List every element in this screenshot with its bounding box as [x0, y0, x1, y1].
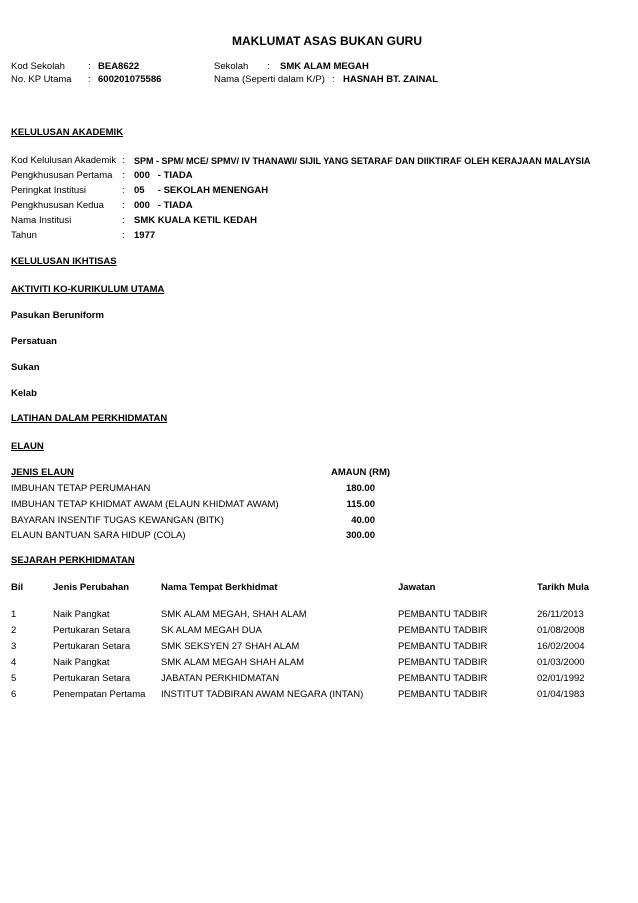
colon: :	[267, 61, 270, 72]
sejarah-jenis: Penempatan Pertama	[53, 689, 146, 700]
elaun-jenis: IMBUHAN TETAP PERUMAHAN	[11, 483, 151, 494]
elaun-jenis: ELAUN BANTUAN SARA HIDUP (COLA)	[11, 530, 186, 541]
sejarah-jenis: Naik Pangkat	[53, 609, 110, 620]
elaun-heading: ELAUN	[11, 441, 44, 452]
sejarah-header-bil: Bil	[11, 582, 24, 593]
sekolah-label: Sekolah	[214, 61, 249, 72]
colon: :	[122, 200, 125, 211]
akademik-label: Tahun	[11, 230, 37, 241]
sejarah-header-tarikh: Tarikh Mula	[537, 582, 590, 593]
sejarah-tarikh: 26/11/2013	[537, 609, 584, 620]
nama-label: Nama (Seperti dalam K/P)	[214, 74, 325, 85]
elaun-jenis: BAYARAN INSENTIF TUGAS KEWANGAN (BITK)	[11, 515, 224, 526]
akademik-value: 000 - TIADA	[134, 170, 193, 181]
akademik-value: 000 - TIADA	[134, 200, 193, 211]
sejarah-tarikh: 02/01/1992	[537, 673, 585, 684]
colon: :	[88, 74, 91, 85]
sejarah-tarikh: 01/03/2000	[537, 657, 585, 668]
sejarah-bil: 5	[11, 673, 17, 684]
nama-value: HASNAH BT. ZAINAL	[343, 74, 438, 85]
sejarah-tempat: SK ALAM MEGAH DUA	[161, 625, 262, 636]
kokurikulum-item: Sukan	[11, 362, 40, 373]
sejarah-jenis: Pertukaran Setara	[53, 673, 131, 684]
page-title: MAKLUMAT ASAS BUKAN GURU	[232, 34, 422, 48]
elaun-col-amaun: AMAUN (RM)	[331, 467, 391, 478]
akademik-value: 05 - SEKOLAH MENENGAH	[134, 185, 269, 196]
elaun-amaun: 300.00	[345, 530, 375, 541]
latihan-heading: LATIHAN DALAM PERKHIDMATAN	[11, 413, 168, 424]
sejarah-header-tempat: Nama Tempat Berkhidmat	[161, 582, 278, 593]
sejarah-jawatan: PEMBANTU TADBIR	[398, 689, 488, 700]
ikhtisas-heading: KELULUSAN IKHTISAS	[11, 256, 117, 267]
kod-sekolah-label: Kod Sekolah	[11, 61, 65, 72]
sekolah-value: SMK ALAM MEGAH	[280, 61, 369, 72]
akademik-label: Pengkhususan Kedua	[11, 200, 104, 211]
kokurikulum-item: Pasukan Beruniform	[11, 310, 104, 321]
sejarah-tarikh: 01/04/1983	[537, 689, 585, 700]
sejarah-tempat: JABATAN PERKHIDMATAN	[161, 673, 280, 684]
colon: :	[122, 215, 125, 226]
akademik-value: 1977	[134, 230, 156, 241]
akademik-label: Nama Institusi	[11, 215, 72, 226]
sejarah-heading: SEJARAH PERKHIDMATAN	[11, 555, 135, 566]
sejarah-header-jawatan: Jawatan	[398, 582, 436, 593]
sejarah-bil: 1	[11, 609, 17, 620]
sejarah-jawatan: PEMBANTU TADBIR	[398, 657, 488, 668]
akademik-heading: KELULUSAN AKADEMIK	[11, 127, 124, 138]
sejarah-jawatan: PEMBANTU TADBIR	[398, 609, 488, 620]
kokurikulum-heading: AKTIVITI KO-KURIKULUM UTAMA	[11, 284, 165, 295]
sejarah-tempat: INSTITUT TADBIRAN AWAM NEGARA (INTAN)	[161, 689, 364, 700]
akademik-label: Pengkhususan Pertama	[11, 170, 113, 181]
sejarah-jawatan: PEMBANTU TADBIR	[398, 625, 488, 636]
kokurikulum-item: Persatuan	[11, 336, 57, 347]
kokurikulum-item: Kelab	[11, 388, 37, 399]
akademik-value: SMK KUALA KETIL KEDAH	[134, 215, 257, 226]
sejarah-tempat: SMK SEKSYEN 27 SHAH ALAM	[161, 641, 300, 652]
kp-value: 600201075586	[98, 74, 162, 85]
elaun-amaun: 180.00	[345, 483, 375, 494]
sejarah-jenis: Pertukaran Setara	[53, 641, 131, 652]
colon: :	[122, 155, 125, 166]
sejarah-bil: 6	[11, 689, 17, 700]
colon: :	[122, 185, 125, 196]
sejarah-bil: 3	[11, 641, 17, 652]
kod-sekolah-value: BEA8622	[98, 61, 140, 72]
sejarah-bil: 2	[11, 625, 17, 636]
sejarah-tarikh: 16/02/2004	[537, 641, 585, 652]
sejarah-jenis: Naik Pangkat	[53, 657, 110, 668]
colon: :	[88, 61, 91, 72]
kp-label: No. KP Utama	[11, 74, 72, 85]
colon: :	[332, 74, 335, 85]
elaun-amaun: 40.00	[351, 515, 375, 526]
sejarah-tempat: SMK ALAM MEGAH SHAH ALAM	[161, 657, 305, 668]
elaun-jenis: IMBUHAN TETAP KHIDMAT AWAM (ELAUN KHIDMAT AWAM)	[11, 499, 279, 510]
akademik-label: Peringkat Institusi	[11, 185, 86, 196]
sejarah-jawatan: PEMBANTU TADBIR	[398, 673, 488, 684]
colon: :	[122, 170, 125, 181]
sejarah-jenis: Pertukaran Setara	[53, 625, 131, 636]
sejarah-bil: 4	[11, 657, 17, 668]
akademik-label: Kod Kelulusan Akademik	[11, 155, 117, 166]
sejarah-tarikh: 01/08/2008	[537, 625, 585, 636]
colon: :	[122, 230, 125, 241]
elaun-amaun: 115.00	[346, 499, 375, 510]
elaun-col-jenis: JENIS ELAUN	[11, 467, 74, 478]
sejarah-header-jenis: Jenis Perubahan	[53, 582, 130, 593]
sejarah-jawatan: PEMBANTU TADBIR	[398, 641, 488, 652]
akademik-value: SPM - SPM/ MCE/ SPMV/ IV THANAWI/ SIJIL YANG SETARAF DAN DIIKTIRAF OLEH KERAJAAN MALAYSIA	[134, 156, 591, 166]
sejarah-tempat: SMK ALAM MEGAH, SHAH ALAM	[161, 609, 307, 620]
